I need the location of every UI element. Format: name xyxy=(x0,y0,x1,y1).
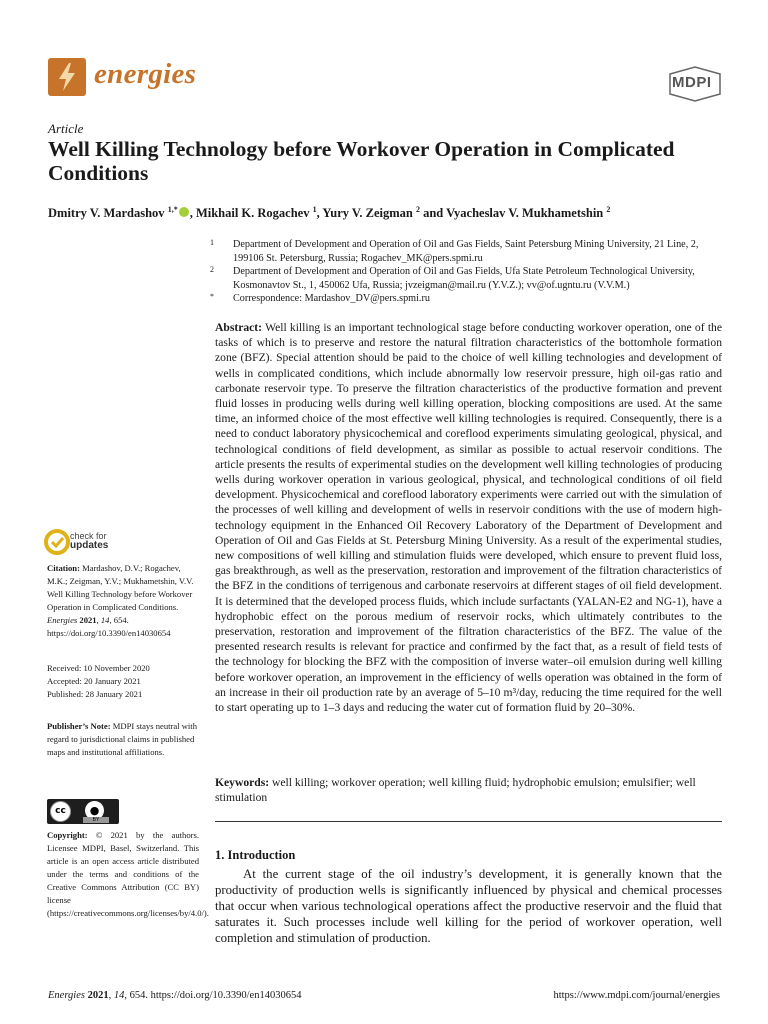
publisher-logo[interactable] xyxy=(668,66,722,102)
updates-label: updates xyxy=(70,540,109,551)
publisher-note-text: MDPI stays neutral with regard to jurisdictional claims in published maps and institutional affiliations. xyxy=(47,721,197,757)
citation-volume: 14 xyxy=(100,615,110,625)
footer-journal-url[interactable]: https://www.mdpi.com/journal/energies xyxy=(553,990,720,1001)
author-list xyxy=(48,205,610,221)
check-for-updates-badge[interactable] xyxy=(44,529,70,555)
citation-block: Citation: Mardashov, D.V.; Rogachev, M.K.; Zeigman, Y.V.; Mukhametshin, V.V. Well Killing Technology before Workover Operation in Complicated Conditions. Energies 2021, 14, 654. https://doi.org/10.3390/en14030654 xyxy=(47,563,194,638)
footer-doi[interactable]: , 654. https://doi.org/10.3390/en14030654 xyxy=(124,990,302,1001)
section-heading: 1. Introduction xyxy=(215,848,296,862)
author-separator: and xyxy=(419,206,447,221)
abstract-text: Well killing is an important technological stage before conducting workover operation, one of the tasks of which is to preserve and restore the natural filtration characteristics of the bottomhole formation zone (BFZ). Special attention should be paid to the choice of well killing technologies and development of wells in complicated conditions, which include abnormally low reservoir pressure, high oil-gas ratio and carbonate reservoir type. To preserve the filtration characteristics of the productive formation and prevent fluid losses in producing wells during well killing operation, blocking compositions are used. At the same time, an informed choice of the most effective well killing technologies is required. Consequently, there is a need to conduct laboratory physicochemical and coreflood experiments simulating geological, physical, and technological conditions of field development, as similar as possible to actual reservoir conditions. The article presents the results of experimental studies on the development well killing technologies of producing wells during workover operation in various geological, physical, and technological conditions of oil field development. Physicochemical and coreflood laboratory experiments were carried out with the simulation of the processes of well killing and development of wells in reservoir conditions with the use of modern high-technology equipment in the Enhanced Oil Recovery Laboratory of the Department of Development and Operation of Oil and Gas Fields at St. Petersburg Mining University. As a result of the experimental studies, new compositions of well killing and stimulation fluids were developed, which ensure to prevent fluid loss, gas breakthrough, as well as the preservation, restoration and improvement of the filtration characteristics of the BFZ in the conditions of terrigenous and carbonate reservoirs at different stages of oil field development. It is determined that the developed process fluids, which include surfactants (YALAN-E2 and NG-1), have a hydrophobic effect on the porous medium of reservoir rocks, which ultimately contributes to the preservation, restoration and improvement of the filtration characteristics of the BFZ. The value of the presented research results is relevant for practice and confirmed by the fact that, as a result of field tests of the technology for blocking the BFZ with the composition of inverse water–oil emulsion during well killing before workover operation, an improvement in the efficiency of wells operation was obtained in the form of an increase in their oil production rate by an average of 5–10 m³/day, reducing the time required for the well to start operating up to 1–3 days and reducing the water cut of formation fluid by 20–30%. xyxy=(215,321,722,715)
abstract-label: Abstract: xyxy=(215,321,263,334)
publisher-name: MDPI xyxy=(672,74,712,91)
journal-logo xyxy=(48,58,86,96)
author-name[interactable]: Vyacheslav V. Mukhametshin xyxy=(446,206,604,221)
author-affil-mark: 1,* xyxy=(167,205,178,214)
accepted-date: Accepted: 20 January 2021 xyxy=(47,676,141,686)
citation-doi[interactable]: , 654. https://doi.org/10.3390/en14030654 xyxy=(47,615,171,638)
affiliation-mark: 1 xyxy=(210,238,214,247)
affiliation-mark: * xyxy=(210,292,214,301)
footer-year: 2021 xyxy=(87,990,109,1001)
cc-icon: cc xyxy=(50,801,71,822)
check-updates-icon xyxy=(44,529,70,555)
journal-name[interactable]: energies xyxy=(94,58,197,90)
correspondence xyxy=(210,292,725,306)
footer-journal: Energies xyxy=(48,990,85,1001)
person-icon: ● xyxy=(85,801,104,820)
author-affil-mark: 1 xyxy=(312,205,317,214)
publisher-note-label: Publisher’s Note: xyxy=(47,721,111,731)
copyright-label: Copyright: xyxy=(47,830,88,840)
correspondence-text: Correspondence: Mardashov_DV@pers.spmi.ru xyxy=(233,293,430,304)
introduction-paragraph: At the current stage of the oil industry’s development, it is generally known that the productivity of production wells is significantly influenced by physical and chemical processes that occur when various technological operations affect the productive reservoir and the fluid that saturates it. Such processes include well killing for the period of workover operation, well completion and stimulation of production. xyxy=(215,867,722,945)
affiliation-text: Department of Development and Operation of Oil and Gas Fields, Ufa State Petroleum Technological University, Kosmonavtov St., 1, 450062 Ufa, Russia; jvzeigman@mail.ru (Y.V.Z.); vv@of.ugntu.ru (V.V.M.) xyxy=(233,266,695,291)
article-type: Article xyxy=(48,121,84,136)
footer-citation: Energies 2021, 14, 654. https://doi.org/10.3390/en14030654 xyxy=(48,990,302,1001)
dates-block xyxy=(47,662,199,701)
citation-text: Mardashov, D.V.; Rogachev, M.K.; Zeigman, Y.V.; Mukhametshin, V.V. Well Killing Technology before Workover Operation in Complicated Conditions. xyxy=(47,563,194,612)
check-for-updates-text[interactable] xyxy=(70,531,108,551)
author-separator: , xyxy=(189,206,196,221)
author-affil-mark: 2 xyxy=(606,205,611,214)
affiliation-text: Department of Development and Operation of Oil and Gas Fields, Saint Petersburg Mining University, 21 Line, 2, 199106 St. Petersburg, Russia; Rogachev_MK@pers.spmi.ru xyxy=(233,239,699,264)
affiliation xyxy=(210,238,725,266)
keywords-text: well killing; workover operation; well killing fluid; hydrophobic emulsion; emulsifier; well stimulation xyxy=(215,776,696,805)
copyright-text: © 2021 by the authors. Licensee MDPI, Basel, Switzerland. This article is an open access article distributed under the terms and conditions of the Creative Commons Attribution (CC BY) license (https://creativecommons.org/licenses/by/4.0/). xyxy=(47,830,209,918)
author-name[interactable]: Mikhail K. Rogachev xyxy=(195,206,310,221)
lightning-bolt-icon xyxy=(48,58,86,96)
by-label: BY xyxy=(83,817,109,823)
footer-volume: 14 xyxy=(113,990,125,1001)
citation-year: 2021 xyxy=(79,615,97,625)
orcid-icon[interactable] xyxy=(179,207,189,217)
publisher-note xyxy=(47,720,199,759)
keywords xyxy=(215,775,722,805)
copyright-block xyxy=(47,829,209,920)
author-separator: , xyxy=(316,206,323,221)
published-date: Published: 28 January 2021 xyxy=(47,689,143,699)
author-name[interactable]: Dmitry V. Mardashov xyxy=(48,206,165,221)
check-for-label: check for xyxy=(70,531,107,541)
affiliation-mark: 2 xyxy=(210,265,214,274)
author-name[interactable]: Yury V. Zeigman xyxy=(322,206,413,221)
section-divider xyxy=(215,821,722,822)
cc-license-badge[interactable] xyxy=(47,799,119,824)
affiliation xyxy=(210,265,725,293)
abstract xyxy=(215,320,722,715)
received-date: Received: 10 November 2020 xyxy=(47,663,150,673)
page-title: Well Killing Technology before Workover Operation in Complicated Conditions xyxy=(48,137,675,185)
keywords-label: Keywords: xyxy=(215,776,270,789)
author-affil-mark: 2 xyxy=(415,205,420,214)
citation-journal: Energies xyxy=(47,615,78,625)
citation-label: Citation: xyxy=(47,563,80,573)
